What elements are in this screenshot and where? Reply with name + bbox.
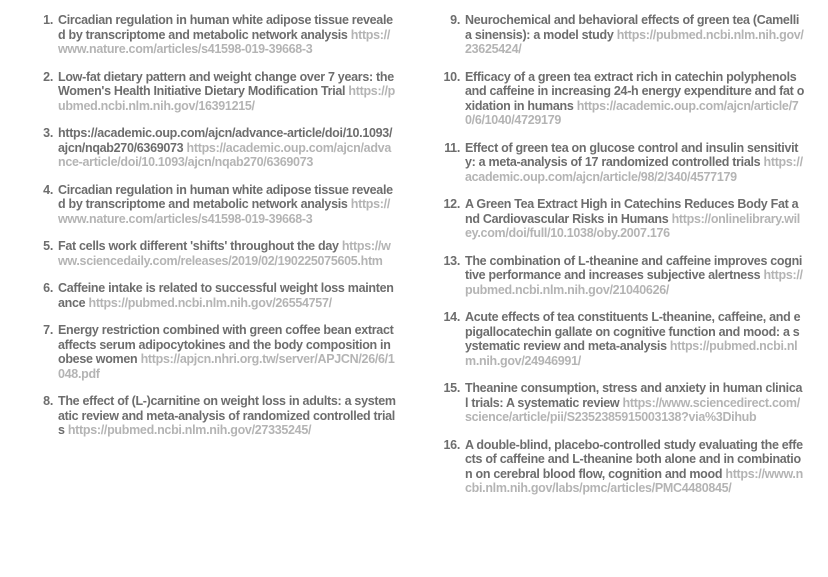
reference-number: 12. [443,197,460,211]
reference-title: Caffeine intake is related to successful weight loss maintenance [58,281,394,310]
reference-title: https://academic.oup.com/ajcn/advance-article/doi/10.1093/ajcn/nqab270/6369073 [58,126,393,155]
reference-body [58,70,398,114]
reference-link[interactable]: https://pubmed.ncbi.nlm.nih.gov/27335245/ [67,423,312,437]
reference-body [465,197,805,241]
reference-title: Energy restriction combined with green coffee bean extract affects serum adipocytokines and the body composition in obese women [58,323,394,366]
reference-title: Theanine consumption, stress and anxiety in human clinical trials: A systematic review [465,381,803,410]
reference-title: Efficacy of a green tea extract rich in catechin polyphenols and caffeine in increasing 24-h energy expenditure and fat oxidation in humans [465,69,805,113]
reference-title: The combination of L-theanine and caffeine improves cognitive performance and increases subjective alertness [465,253,803,282]
reference-link[interactable]: https://www.nature.com/articles/s41598-019-39668-3 [58,197,391,226]
reference-number: 16. [443,437,460,452]
reference-title: Circadian regulation in human white adipose tissue revealed by transcriptome and metabolic network analysis [58,13,393,42]
reference-item [440,13,805,57]
reference-number: 6. [43,281,53,295]
references-column-right [440,13,805,509]
reference-title: Effect of green tea on glucose control and insulin sensitivity: a meta-analysis of 17 randomized controlled trials [465,140,799,169]
reference-title: Low-fat dietary pattern and weight change over 7 years: the Women's Health Initiative Dietary Modification Trial [58,69,394,98]
reference-item [33,70,398,114]
reference-body [58,13,398,57]
reference-link[interactable]: https://www.nature.com/articles/s41598-019-39668-3 [58,27,391,56]
reference-number: 2. [43,69,53,84]
reference-item [33,126,398,170]
reference-link[interactable]: https://www.sciencedaily.com/releases/2019/02/190225075605.htm [58,239,391,268]
reference-item [33,323,398,381]
reference-item [440,381,805,425]
reference-body [465,141,805,185]
reference-title: A double-blind, placebo-controlled study evaluating the effects of caffeine and L-theanine both alone and in combination on cerebral blood flow, cognition and mood [465,437,803,481]
reference-number: 15. [443,381,460,395]
reference-item [440,438,805,496]
reference-body [58,239,398,268]
reference-title: Neurochemical and behavioral effects of green tea (Camellia sinensis): a model study [465,13,800,42]
reference-link[interactable]: https://academic.oup.com/ajcn/article/98/2/340/4577179 [465,155,803,184]
reference-body [58,183,398,227]
reference-link[interactable]: https://pubmed.ncbi.nlm.nih.gov/16391215/ [58,84,395,113]
reference-body [58,126,398,170]
reference-item [440,310,805,368]
reference-body [465,70,805,128]
reference-item [440,254,805,298]
reference-link[interactable]: https://academic.oup.com/ajcn/article/70/6/1040/4729179 [465,98,799,127]
reference-number: 11. [444,140,460,155]
reference-title: The effect of (L-)carnitine on weight loss in adults: a systematic review and meta-analysis of randomized controlled trials [58,394,396,437]
reference-item [33,183,398,227]
reference-number: 7. [43,323,53,337]
reference-body [58,323,398,381]
reference-item [33,239,398,268]
reference-number: 4. [43,182,53,197]
reference-body [58,281,398,310]
reference-number: 9. [450,13,460,27]
reference-link[interactable]: https://academic.oup.com/ajcn/advance-article/doi/10.1093/ajcn/nqab270/6369073 [58,140,391,169]
reference-number: 8. [43,394,53,408]
reference-number: 5. [43,239,53,253]
reference-body [465,310,805,368]
references-column-left [33,13,398,509]
reference-link[interactable]: https://pubmed.ncbi.nlm.nih.gov/23625424/ [465,27,804,56]
reference-link[interactable]: https://pubmed.ncbi.nlm.nih.gov/24946991/ [465,339,798,368]
reference-title: Acute effects of tea constituents L-theanine, caffeine, and epigallocatechin gallate on cognitive function and mood: a systematic review and meta-analysis [465,310,801,353]
reference-body [465,13,805,57]
reference-title: Circadian regulation in human white adipose tissue revealed by transcriptome and metabolic network analysis [58,182,393,211]
reference-link[interactable]: https://apjcn.nhri.org.tw/server/APJCN/26/6/1048.pdf [58,352,395,381]
reference-number: 3. [43,126,53,140]
reference-item [33,281,398,310]
reference-item [440,70,805,128]
reference-number: 13. [443,253,460,268]
reference-link[interactable]: https://www.ncbi.nlm.nih.gov/labs/pmc/articles/PMC4480845/ [465,466,803,495]
reference-body [465,438,805,496]
reference-number: 14. [443,310,460,324]
reference-link[interactable]: https://www.sciencedirect.com/science/article/pii/S2352385915003138?via%3Dihub [465,395,800,424]
reference-item [33,394,398,438]
reference-body [465,381,805,425]
reference-link[interactable]: https://pubmed.ncbi.nlm.nih.gov/26554757/ [88,295,332,310]
reference-title: Fat cells work different 'shifts' throughout the day [58,239,339,253]
reference-title: A Green Tea Extract High in Catechins Reduces Body Fat and Cardiovascular Risks in Humans [465,197,799,226]
reference-item [440,197,805,241]
reference-link[interactable]: https://onlinelibrary.wiley.com/doi/full/10.1038/oby.2007.176 [465,211,800,240]
reference-number: 10. [443,69,460,84]
reference-body [58,394,398,438]
reference-body [465,254,805,298]
reference-link[interactable]: https://pubmed.ncbi.nlm.nih.gov/21040626/ [465,268,803,297]
reference-item [440,141,805,185]
reference-item [33,13,398,57]
reference-number: 1. [43,13,53,27]
